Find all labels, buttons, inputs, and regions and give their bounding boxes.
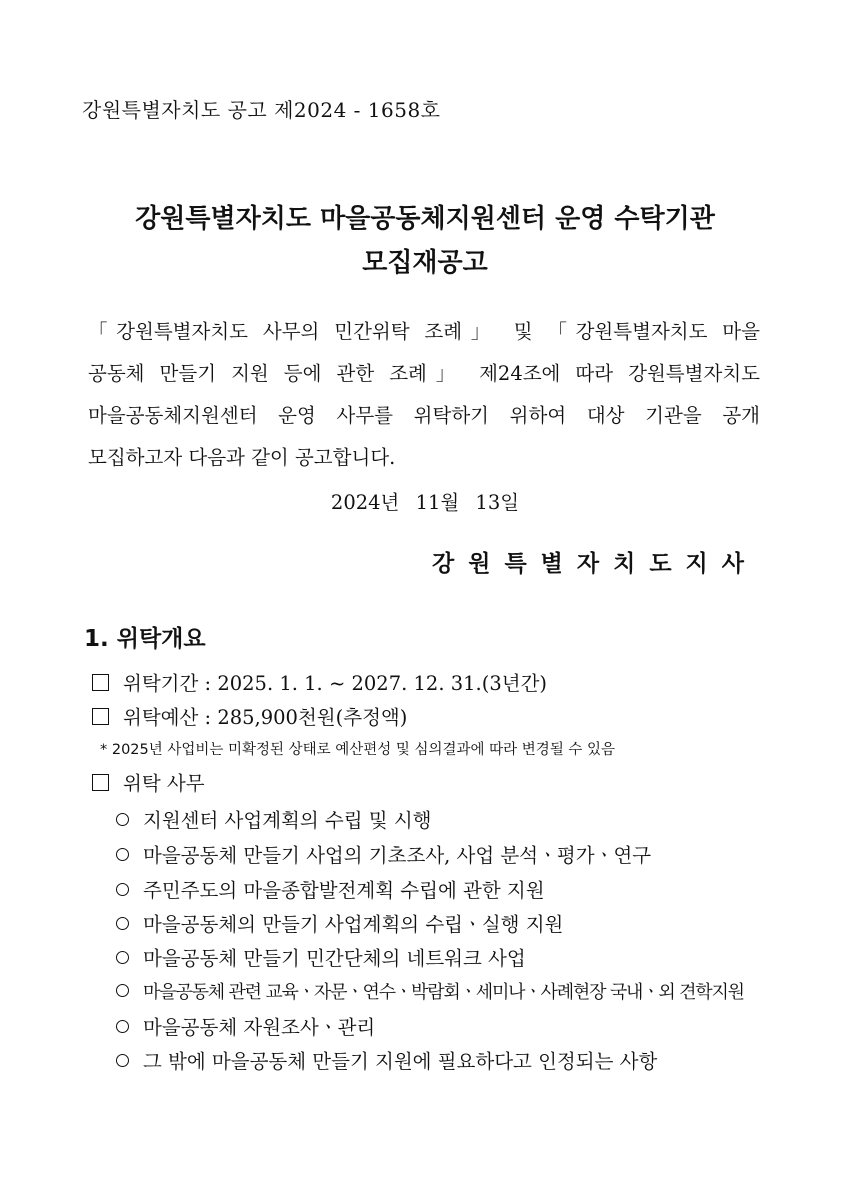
square-bullet-icon	[92, 708, 109, 725]
intro-paragraph-line: 공동체 만들기 지원 등에 관한 조례」 제24조에 따라 강원특별자치도	[88, 362, 760, 385]
section-heading: 1. 위탁개요	[84, 626, 206, 652]
duties-row	[92, 768, 205, 796]
intro-paragraph-line: 모집하고자 다음과 같이 공고합니다.	[88, 446, 396, 469]
budget-text: 위탁예산 : 285,900천원(추정액)	[123, 706, 408, 729]
notice-date: 2024년 11월 13일	[330, 491, 520, 514]
square-bullet-icon	[92, 774, 109, 791]
intro-paragraph-line: 「강원특별자치도 사무의 민간위탁 조례」 및 「강원특별자치도 마을	[88, 320, 760, 343]
budget-row	[92, 702, 407, 730]
circle-bullet-icon	[116, 984, 129, 997]
square-bullet-icon	[92, 674, 109, 691]
circle-bullet-icon	[116, 951, 129, 964]
period-row	[92, 668, 547, 696]
duty-item: 마을공동체 관련 교육ㆍ자문ㆍ연수ㆍ박람회ㆍ세미나ㆍ사례현장 국내ㆍ외 견학지원	[116, 978, 744, 1004]
period-text: 위탁기간 : 2025. 1. 1. ~ 2027. 12. 31.(3년간)	[123, 672, 548, 695]
duty-item: 마을공동체의 만들기 사업계획의 수립ㆍ실행 지원	[116, 909, 563, 937]
duty-item: 마을공동체 자원조사ㆍ관리	[116, 1012, 375, 1040]
document-title-line2: 모집재공고	[362, 248, 488, 278]
circle-bullet-icon	[116, 813, 129, 826]
signer-name: 강원특별자치도지사	[432, 550, 758, 577]
intro-paragraph-line: 마을공동체지원센터 운영 사무를 위탁하기 위하여 대상 기관을 공개	[88, 404, 760, 427]
circle-bullet-icon	[116, 917, 129, 930]
circle-bullet-icon	[116, 1020, 129, 1033]
notice-number: 강원특별자치도 공고 제2024 - 1658호	[82, 98, 441, 122]
circle-bullet-icon	[116, 1054, 129, 1067]
duties-label: 위탁 사무	[123, 772, 205, 795]
document-title-line1: 강원특별자치도 마을공동체지원센터 운영 수탁기관	[135, 204, 715, 234]
duty-item: 주민주도의 마을종합발전계획 수립에 관한 지원	[116, 875, 545, 903]
budget-note: * 2025년 사업비는 미확정된 상태로 예산편성 및 심의결과에 따라 변경될 수 있음	[100, 742, 616, 758]
circle-bullet-icon	[116, 848, 129, 861]
duty-item: 지원센터 사업계획의 수립 및 시행	[116, 805, 432, 833]
duty-item: 마을공동체 만들기 민간단체의 네트워크 사업	[116, 943, 526, 971]
circle-bullet-icon	[116, 883, 129, 896]
duty-item: 그 밖에 마을공동체 만들기 지원에 필요하다고 인정되는 사항	[116, 1046, 657, 1074]
duty-item: 마을공동체 만들기 사업의 기초조사, 사업 분석ㆍ평가ㆍ연구	[116, 840, 651, 868]
